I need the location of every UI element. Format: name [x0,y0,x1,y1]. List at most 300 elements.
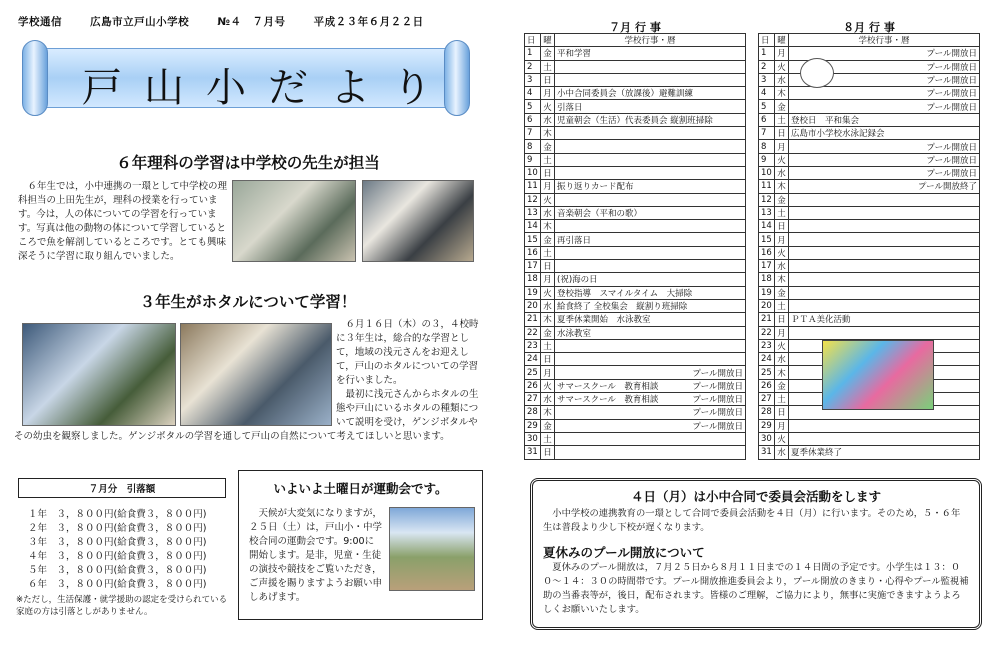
calendar-day: 12 [525,193,541,206]
calendar-event-cell [789,180,980,193]
calendar-day: 4 [759,87,775,100]
calendar-day: 18 [525,273,541,286]
article2-body [14,318,486,444]
calendar-row [525,193,746,206]
calendar-row [759,140,980,153]
calendar-event-cell [555,60,746,73]
calendar-event: 広島市小学校水泳記録会 [791,129,885,140]
calendar-row [525,379,746,392]
calendar-day: 14 [759,220,775,233]
calendar-weekday: 土 [775,113,789,126]
calendar-row [525,299,746,312]
calendar-row [525,246,746,259]
calendar-row [525,353,746,366]
calendar-row [759,113,980,126]
calendar-weekday: 土 [541,60,555,73]
calendar-row [759,299,980,312]
calendar-header-cell: 学校行事・暦 [789,34,980,47]
calendar-row [759,100,980,113]
calendar-day: 14 [525,220,541,233]
fee-row: ４年 ３，８００円(給食費３，８００円) [28,551,207,562]
calendar-event-cell [789,299,980,312]
calendar-weekday: 金 [541,419,555,432]
calendar-event-cell [555,73,746,86]
calendar-day: 27 [759,393,775,406]
calendar-header-cell: 日 [525,34,541,47]
calendar-weekday: 月 [775,233,789,246]
calendar-event-right: プール開放日 [926,169,977,180]
calendar-row [525,127,746,140]
newsletter-kind: 学校通信 [18,16,62,28]
calendar-weekday: 日 [541,260,555,273]
calendar-row [525,432,746,445]
calendar-day: 22 [525,326,541,339]
calendar-weekday: 土 [775,206,789,219]
calendar-row [525,166,746,179]
calendar-event-cell [789,206,980,219]
calendar-event-cell [789,127,980,140]
calendar-weekday: 金 [775,286,789,299]
calendar-row [759,60,980,73]
committee-body: 小中学校の連携教育の一環として合同で委員会活動を４日（月）に行います。そのため，５・６年生は普段より少し下校が遅くなります。 [543,508,961,533]
calendar-day: 11 [525,180,541,193]
fee-title: ７月分 引落額 [18,478,226,498]
calendar-weekday: 土 [541,246,555,259]
calendar-day: 29 [759,419,775,432]
sports-day-photo [389,507,475,591]
calendar-header-cell: 日 [759,34,775,47]
notice-box [530,478,982,630]
calendar-day: 7 [525,127,541,140]
calendar-row [525,366,746,379]
calendar-event-right: プール開放日 [926,155,977,166]
calendar-row [525,153,746,166]
calendar-row [759,432,980,445]
issue-number: №４ ７月号 [217,16,286,28]
article1-body: ６年生では，小中連携の一環として中学校の理科担当の上田先生が，理科の授業を行っています。今は，人の体についての学習を行っています。写真は他の動物の体について学習しているところで魚を解剖しているところです。とても興味深そうに学習に取り組んでいました。 [18,181,228,262]
calendar-header-cell: 曜 [541,34,555,47]
summer-vacation-clipart [822,340,934,410]
calendar-row [759,233,980,246]
calendar-weekday: 水 [541,299,555,312]
calendar-weekday: 金 [541,326,555,339]
calendar-weekday: 月 [775,47,789,60]
calendar-event-right: プール開放終了 [917,182,977,193]
calendar-row [525,406,746,419]
calendar-day: 16 [525,246,541,259]
calendar-weekday: 金 [541,47,555,60]
calendar-day: 22 [759,326,775,339]
july-calendar [524,33,746,460]
calendar-day: 29 [525,419,541,432]
calendar-event-cell [555,113,746,126]
calendar-row [525,446,746,459]
calendar-event: 振り返りカード配布 [557,182,634,193]
calendar-row [525,286,746,299]
newsletter-header [18,14,448,29]
calendar-header-cell: 学校行事・暦 [555,34,746,47]
calendar-event-cell [789,326,980,339]
calendar-event-cell [555,446,746,459]
calendar-event: サマースクール 教育相談 [557,395,659,406]
calendar-event: サマースクール 教育相談 [557,381,659,392]
calendar-weekday: 月 [541,87,555,100]
calendar-event: 夏季休業開始 水泳教室 [557,315,651,326]
calendar-weekday: 日 [541,73,555,86]
calendar-weekday: 火 [541,379,555,392]
calendar-row [759,180,980,193]
scroll-roll-left [22,40,48,116]
calendar-event-cell [789,419,980,432]
july-calendar-title: ７月 行 事 [609,21,661,34]
calendar-event-right: プール開放日 [692,395,743,406]
calendar-weekday: 木 [541,406,555,419]
calendar-event-cell [555,313,746,326]
calendar-weekday: 土 [541,432,555,445]
article1-title: ６年理科の学習は中学校の先生が担当 [116,154,380,172]
calendar-day: 18 [759,273,775,286]
calendar-weekday: 水 [775,260,789,273]
calendar-row [525,273,746,286]
calendar-weekday: 火 [775,432,789,445]
calendar-event-cell [789,273,980,286]
school-name: 広島市立戸山小学校 [90,16,190,28]
calendar-weekday: 日 [775,220,789,233]
calendar-row [525,260,746,273]
calendar-row [759,246,980,259]
kids-clipart [800,58,834,88]
title-banner [22,40,470,116]
calendar-weekday: 月 [541,273,555,286]
calendar-event-cell [555,47,746,60]
pool-title: 夏休みのプール開放について [543,545,705,560]
calendar-event-cell [555,326,746,339]
calendar-event-right: プール開放日 [926,62,977,73]
calendar-weekday: 木 [775,366,789,379]
calendar-day: 24 [525,353,541,366]
calendar-event-right: プール開放日 [926,142,977,153]
calendar-day: 16 [759,246,775,259]
calendar-weekday: 火 [775,60,789,73]
calendar-event-cell [555,180,746,193]
calendar-row [759,206,980,219]
calendar-day: 2 [525,60,541,73]
calendar-weekday: 日 [775,127,789,140]
calendar-event-right: プール開放日 [692,421,743,432]
calendar-day: 1 [759,47,775,60]
calendar-event-right: プール開放日 [692,368,743,379]
calendar-weekday: 日 [541,446,555,459]
calendar-weekday: 土 [775,393,789,406]
calendar-day: 19 [759,286,775,299]
calendar-event-cell [789,313,980,326]
calendar-day: 28 [759,406,775,419]
calendar-day: 21 [759,313,775,326]
calendar-row [525,393,746,406]
calendar-event-cell [555,140,746,153]
calendar-day: 20 [525,299,541,312]
calendar-weekday: 土 [541,339,555,352]
calendar-weekday: 木 [775,87,789,100]
calendar-day: 28 [525,406,541,419]
calendar-event-cell [555,339,746,352]
calendar-weekday: 木 [541,220,555,233]
calendar-day: 23 [759,339,775,352]
calendar-event-cell [789,166,980,179]
calendar-day: 21 [525,313,541,326]
calendar-weekday: 月 [775,326,789,339]
calendar-event-cell [789,246,980,259]
calendar-day: 13 [525,206,541,219]
calendar-event-cell [555,353,746,366]
calendar-row [759,446,980,459]
calendar-event: 小中合同委員会（放課後）避難訓練 [557,89,694,100]
calendar-header-row [525,34,746,47]
calendar-event: 登校指導 スマイルタイム 大掃除 [557,288,693,299]
calendar-event-cell [789,220,980,233]
calendar-event: 水泳教室 [557,328,592,339]
calendar-weekday: 火 [775,339,789,352]
calendar-day: 9 [525,153,541,166]
calendar-weekday: 木 [775,273,789,286]
calendar-event-cell [555,100,746,113]
calendar-row [759,419,980,432]
calendar-event-cell [789,233,980,246]
calendar-day: 17 [525,260,541,273]
calendar-row [525,100,746,113]
calendar-weekday: 月 [775,419,789,432]
calendar-row [759,193,980,206]
calendar-weekday: 金 [775,379,789,392]
calendar-day: 25 [759,366,775,379]
calendar-row [525,113,746,126]
calendar-day: 1 [525,47,541,60]
calendar-row [525,180,746,193]
calendar-day: 24 [759,353,775,366]
calendar-weekday: 月 [541,366,555,379]
calendar-event-cell [555,260,746,273]
calendar-event: 音楽朝会（平和の歌） [557,209,643,219]
calendar-event-cell [555,273,746,286]
calendar-weekday: 火 [541,193,555,206]
calendar-event-cell [789,286,980,299]
fee-row: ６年 ３，８００円(給食費３，８００円) [28,579,207,590]
calendar-header-row [759,34,980,47]
calendar-day: 17 [759,260,775,273]
calendar-day: 26 [759,379,775,392]
sports-day-box [238,470,483,620]
calendar-event-cell [555,432,746,445]
calendar-day: 7 [759,127,775,140]
calendar-weekday: 金 [541,233,555,246]
fish-dissection-photo [362,180,474,262]
article2-text: ６月１６日（木）の３，４校時に３年生は，総合的な学習として，地域の浅元さんをお迎えして，戸山のホタルについての学習を行いました。 最初に浅元さんからホタルの生態や戸山にいるホタルの種類について説明を受け，ゲンジボタルやその幼虫を観察しました。ゲンジボタルの学習を通して戸山の自然について考えてほしいと思います。 [14,319,479,442]
calendar-row [525,140,746,153]
calendar-day: 8 [759,140,775,153]
calendar-day: 2 [759,60,775,73]
calendar-day: 9 [759,153,775,166]
calendar-weekday: 水 [775,353,789,366]
calendar-event: 夏季休業終了 [791,448,843,459]
calendar-weekday: 土 [541,153,555,166]
calendar-row [759,260,980,273]
calendar-weekday: 月 [541,180,555,193]
calendar-weekday: 水 [775,446,789,459]
calendar-event-right: プール開放日 [926,49,977,60]
calendar-day: 31 [525,446,541,459]
calendar-event-cell [789,193,980,206]
calendar-row [759,313,980,326]
calendar-day: 26 [525,379,541,392]
calendar-event: (祝)海の日 [557,275,598,286]
article2-title: ３年生がホタルについて学習！ [139,293,357,311]
calendar-row [759,87,980,100]
committee-title: ４日（月）は小中合同で委員会活動をします [630,489,881,504]
calendar-row [759,286,980,299]
calendar-event: 登校日 平和集会 [791,115,860,126]
fee-box [14,470,230,620]
calendar-event-cell [789,87,980,100]
calendar-weekday: 水 [541,206,555,219]
calendar-weekday: 火 [541,100,555,113]
photo-spacer [14,318,336,430]
calendar-event-cell [555,193,746,206]
calendar-weekday: 火 [775,246,789,259]
calendar-event: 給食終了 全校集会 縦割り班掃除 [557,302,688,313]
calendar-day: 3 [759,73,775,86]
calendar-day: 5 [525,100,541,113]
calendar-weekday: 金 [541,140,555,153]
calendar-row [525,326,746,339]
calendar-weekday: 水 [775,166,789,179]
calendar-weekday: 土 [775,299,789,312]
calendar-event-cell [555,299,746,312]
calendar-day: 15 [525,233,541,246]
calendar-row [525,220,746,233]
calendar-event-cell [555,153,746,166]
calendar-row [759,127,980,140]
calendar-row [759,47,980,60]
calendar-day: 31 [759,446,775,459]
calendar-weekday: 金 [775,193,789,206]
calendar-weekday: 火 [775,153,789,166]
calendar-row [759,153,980,166]
calendar-event-cell [555,127,746,140]
calendar-day: 5 [759,100,775,113]
fee-note: ※ただし，生活保護・就学援助の認定を受けられている家庭の方は引落としがありません。 [16,595,228,617]
calendar-event-cell [555,393,746,406]
calendar-weekday: 木 [541,127,555,140]
calendar-weekday: 水 [541,113,555,126]
calendar-event-cell [555,286,746,299]
calendar-weekday: 水 [541,393,555,406]
calendar-event-cell [789,113,980,126]
calendar-event-right: プール開放日 [926,102,977,113]
calendar-event: ＰＴＡ美化活動 [791,315,851,326]
calendar-row [525,73,746,86]
calendar-row [525,233,746,246]
calendar-row [525,206,746,219]
calendar-day: 11 [759,180,775,193]
calendar-weekday: 木 [775,180,789,193]
calendar-event-cell [555,419,746,432]
calendar-weekday: 月 [775,140,789,153]
calendar-event-cell [789,260,980,273]
calendar-weekday: 日 [541,353,555,366]
issue-date: 平成２３年６月２２日 [313,16,424,28]
calendar-row [759,273,980,286]
calendar-event: 引落日 [557,102,583,113]
calendar-event: 平和学習 [557,49,592,60]
science-class-photo [232,180,356,262]
calendar-event-cell [555,233,746,246]
fee-row: ３年 ３，８００円(給食費３，８００円) [28,537,207,548]
calendar-row [759,73,980,86]
calendar-event-cell [555,220,746,233]
newsletter-title: 戸山小だより [82,65,454,111]
calendar-day: 19 [525,286,541,299]
calendar-day: 4 [525,87,541,100]
calendar-weekday: 水 [775,73,789,86]
calendar-row [525,60,746,73]
calendar-event: 児童朝会（生活）代表委員会 縦割班掃除 [557,115,713,126]
calendar-weekday: 日 [541,166,555,179]
calendar-day: 27 [525,393,541,406]
calendar-header-cell: 曜 [775,34,789,47]
calendar-day: 23 [525,339,541,352]
calendar-row [525,339,746,352]
pool-body: 夏休みのプール開放は，７月２５日から８月１１日までの１４日間の予定です。小学生は１３：００～１４：３０の時間帯です。プール開放推進委員会より，プール開放のきまり・心得やプール監視補助の当番表等が，後日，配布されます。皆様のご理解，ご協力により，無事に実施できますようよろしくお願いいたします。 [543,562,969,615]
calendar-event-right: プール開放日 [926,89,977,100]
calendar-day: 30 [759,432,775,445]
calendar-event-cell [789,140,980,153]
calendar-event-cell [789,446,980,459]
calendar-event-cell [789,100,980,113]
calendar-row [759,220,980,233]
sports-day-title: いよいよ土曜日が運動会です。 [273,481,448,496]
calendar-event-cell [555,379,746,392]
calendar-day: 6 [759,113,775,126]
calendar-day: 3 [525,73,541,86]
calendar-event-cell [789,432,980,445]
calendar-day: 13 [759,206,775,219]
calendar-event-cell [555,166,746,179]
calendar-event-cell [555,87,746,100]
calendar-event-right: プール開放日 [692,408,743,419]
calendar-row [525,87,746,100]
calendar-event-right: プール開放日 [692,381,743,392]
calendar-day: 30 [525,432,541,445]
calendar-day: 12 [759,193,775,206]
calendar-row [525,419,746,432]
fee-row: ２年 ３，８００円(給食費３，８００円) [28,523,207,534]
calendar-weekday: 木 [541,313,555,326]
calendar-weekday: 火 [541,286,555,299]
calendar-event-cell [555,246,746,259]
calendar-weekday: 日 [775,406,789,419]
fee-row: ５年 ３，８００円(給食費３，８００円) [28,565,207,576]
calendar-weekday: 日 [775,313,789,326]
calendar-event: 再引落日 [557,235,592,246]
calendar-day: 15 [759,233,775,246]
calendar-event-cell [555,206,746,219]
calendar-day: 6 [525,113,541,126]
calendar-weekday: 金 [775,100,789,113]
calendar-event-right: プール開放日 [926,76,977,87]
calendar-day: 8 [525,140,541,153]
calendar-event-cell [789,153,980,166]
calendar-event-cell [555,406,746,419]
